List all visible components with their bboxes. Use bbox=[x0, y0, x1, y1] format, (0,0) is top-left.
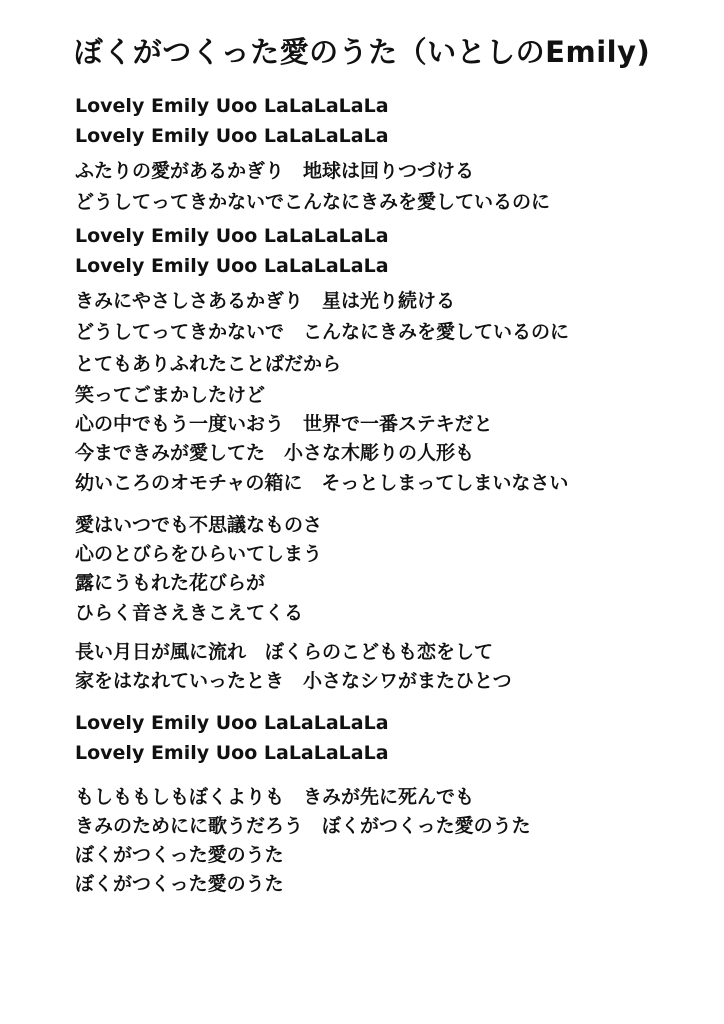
lyric-line: もしももしもぼくよりも きみが先に死んでも bbox=[75, 786, 475, 808]
lyric-line: Lovely Emily Uoo LaLaLaLaLa bbox=[75, 255, 389, 277]
lyric-line: Lovely Emily Uoo LaLaLaLaLa bbox=[75, 95, 389, 117]
lyric-line: 家をはなれていったとき 小さなシワがまたひとつ bbox=[75, 670, 512, 692]
lyric-line: 露にうもれた花びらが bbox=[75, 572, 266, 594]
lyric-line: 今まできみが愛してた 小さな木彫りの人形も bbox=[75, 442, 475, 464]
lyric-line: 心の中でもう一度いおう 世界で一番ステキだと bbox=[75, 413, 493, 435]
lyric-line: きみにやさしさあるかぎり 星は光り続ける bbox=[75, 290, 456, 312]
lyric-line: きみのためにに歌うだろう ぼくがつくった愛のうた bbox=[75, 815, 531, 837]
lyric-line: どうしてってきかないで こんなにきみを愛しているのに bbox=[75, 321, 570, 343]
lyric-line: Lovely Emily Uoo LaLaLaLaLa bbox=[75, 125, 389, 147]
lyric-line: ぼくがつくった愛のうた bbox=[75, 844, 284, 866]
lyric-line: 長い月日が風に流れ ぼくらのこどもも恋をして bbox=[75, 641, 494, 663]
lyric-line: 幼いころのオモチャの箱に そっとしまってしまいなさい bbox=[75, 472, 569, 494]
lyric-line: Lovely Emily Uoo LaLaLaLaLa bbox=[75, 742, 389, 764]
page-title: ぼくがつくった愛のうた（いとしのEmily) bbox=[73, 35, 651, 69]
lyric-line: ひらく音さえきこえてくる bbox=[75, 602, 304, 624]
lyric-line: 笑ってごまかしたけど bbox=[75, 384, 266, 406]
lyric-line: Lovely Emily Uoo LaLaLaLaLa bbox=[75, 712, 389, 734]
lyric-line: 愛はいつでも不思議なものさ bbox=[75, 514, 323, 536]
lyric-line: 心のとびらをひらいてしまう bbox=[75, 543, 323, 565]
lyric-line: とてもありふれたことばだから bbox=[75, 353, 342, 375]
lyric-line: どうしてってきかないでこんなにきみを愛しているのに bbox=[75, 191, 551, 213]
lyric-line: Lovely Emily Uoo LaLaLaLaLa bbox=[75, 225, 389, 247]
lyric-line: ぼくがつくった愛のうた bbox=[75, 873, 284, 895]
lyric-line: ふたりの愛があるかぎり 地球は回りつづける bbox=[75, 160, 475, 182]
